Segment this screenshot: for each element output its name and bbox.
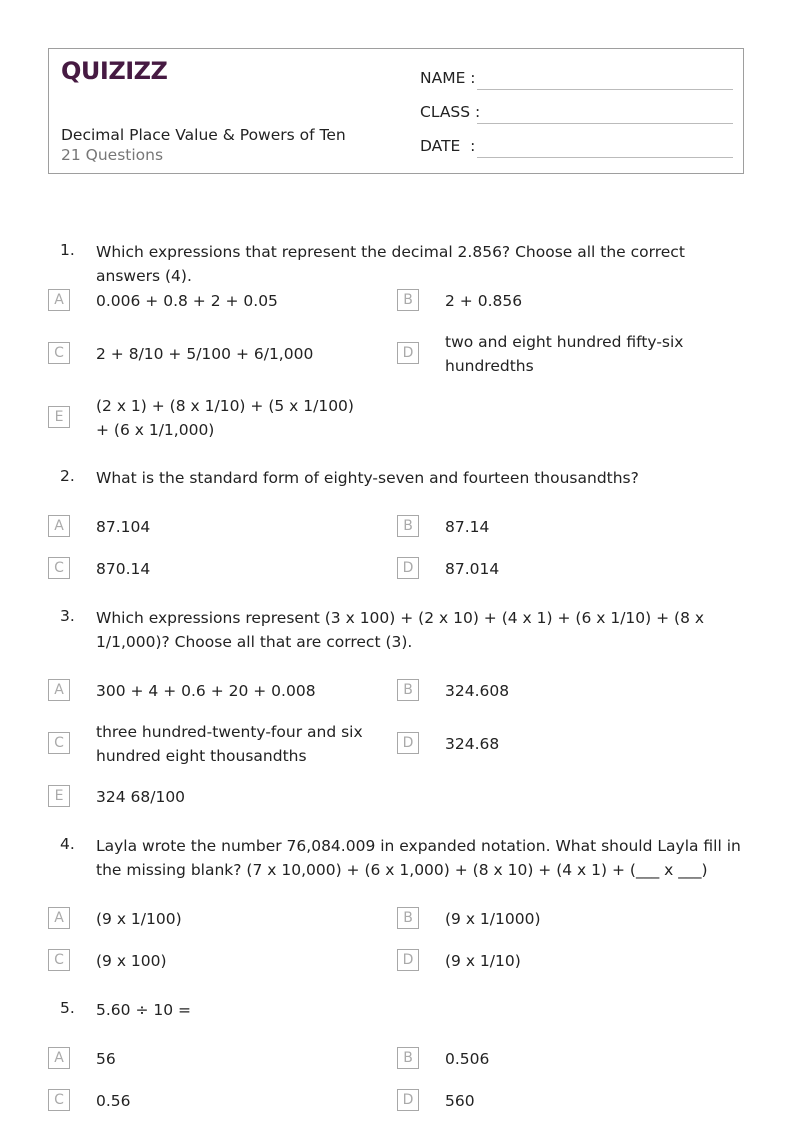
date-line[interactable] <box>477 157 733 158</box>
option-letter-d[interactable]: D <box>397 732 419 754</box>
option-letter-e[interactable]: E <box>48 406 70 428</box>
option-text: 2 + 0.856 <box>445 292 523 310</box>
question-count: 21 Questions <box>61 146 164 164</box>
option-text: 87.14 <box>445 518 490 536</box>
option-text: 56 <box>96 1050 116 1068</box>
option-letter-b[interactable]: B <box>397 515 419 537</box>
option-text: 87.104 <box>96 518 151 536</box>
option-letter-d[interactable]: D <box>397 342 419 364</box>
option-letter-a[interactable]: A <box>48 1047 70 1069</box>
option-text: 324.608 <box>445 682 510 700</box>
option-letter-c[interactable]: C <box>48 949 70 971</box>
question-text: Which expressions represent (3 x 100) + (2 x 10) + (4 x 1) + (6 x 1/10) + (8 x 1/1,000)? Choose all that are correct (3). <box>96 609 705 651</box>
name-line[interactable] <box>477 89 733 90</box>
option-text: (2 x 1) + (8 x 1/10) + (5 x 1/100) + (6 x 1/1,000) <box>96 397 354 439</box>
question-text: 5.60 ÷ 10 = <box>96 1001 191 1019</box>
question-text: Which expressions that represent the decimal 2.856? Choose all the correct answers (4). <box>96 243 685 285</box>
name-label: NAME : <box>420 69 476 87</box>
class-line[interactable] <box>477 123 733 124</box>
option-letter-b[interactable]: B <box>397 907 419 929</box>
option-letter-a[interactable]: A <box>48 907 70 929</box>
question-number: 3. <box>60 607 75 625</box>
option-text: 560 <box>445 1092 475 1110</box>
option-letter-a[interactable]: A <box>48 679 70 701</box>
option-text: (9 x 1/10) <box>445 952 521 970</box>
question-number: 1. <box>60 241 75 259</box>
option-letter-c[interactable]: C <box>48 342 70 364</box>
option-text: 87.014 <box>445 560 500 578</box>
option-text: 300 + 4 + 0.6 + 20 + 0.008 <box>96 682 316 700</box>
option-letter-b[interactable]: B <box>397 1047 419 1069</box>
option-text: 324 68/100 <box>96 788 186 806</box>
option-text: 870.14 <box>96 560 151 578</box>
option-text: three hundred-twenty-four and six hundred eight thousandths <box>96 723 363 765</box>
option-text: two and eight hundred fifty-six hundredths <box>445 333 684 375</box>
option-letter-d[interactable]: D <box>397 949 419 971</box>
question-number: 2. <box>60 467 75 485</box>
option-letter-d[interactable]: D <box>397 557 419 579</box>
option-text: (9 x 1/1000) <box>445 910 541 928</box>
question-text: Layla wrote the number 76,084.009 in expanded notation. What should Layla fill in the missing blank? (7 x 10,000) + (6 x 1,000) + (8 x 10) + (4 x 1) + (___ x ___) <box>96 837 741 879</box>
worksheet-title: Decimal Place Value & Powers of Ten <box>61 126 346 144</box>
option-letter-d[interactable]: D <box>397 1089 419 1111</box>
option-letter-b[interactable]: B <box>397 289 419 311</box>
quizizz-logo: QUIZIZZ <box>61 57 168 85</box>
option-text: (9 x 100) <box>96 952 167 970</box>
option-text: 0.56 <box>96 1092 131 1110</box>
question-number: 4. <box>60 835 75 853</box>
option-letter-c[interactable]: C <box>48 1089 70 1111</box>
class-label: CLASS : <box>420 103 481 121</box>
option-letter-a[interactable]: A <box>48 289 70 311</box>
option-text: 324.68 <box>445 735 500 753</box>
option-text: 0.006 + 0.8 + 2 + 0.05 <box>96 292 278 310</box>
option-letter-a[interactable]: A <box>48 515 70 537</box>
option-text: 0.506 <box>445 1050 490 1068</box>
option-letter-b[interactable]: B <box>397 679 419 701</box>
option-text: 2 + 8/10 + 5/100 + 6/1,000 <box>96 345 314 363</box>
worksheet-header <box>48 48 744 174</box>
question-text: What is the standard form of eighty-seven and fourteen thousandths? <box>96 469 639 487</box>
option-letter-c[interactable]: C <box>48 557 70 579</box>
option-text: (9 x 1/100) <box>96 910 182 928</box>
option-letter-e[interactable]: E <box>48 785 70 807</box>
question-number: 5. <box>60 999 75 1017</box>
option-letter-c[interactable]: C <box>48 732 70 754</box>
date-label: DATE : <box>420 137 476 155</box>
